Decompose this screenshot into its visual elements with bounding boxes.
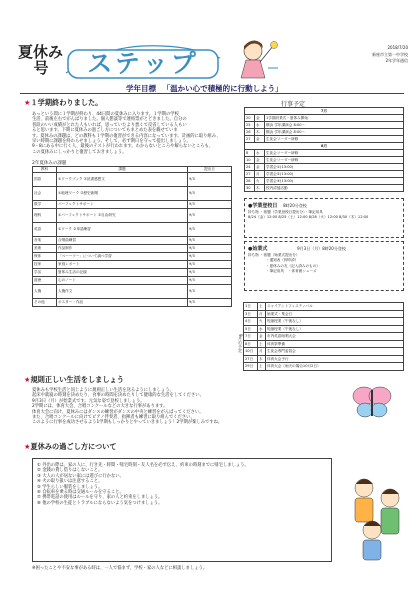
schedule-title: 行事予定 [281, 101, 306, 108]
header-rule [20, 93, 404, 94]
table-row: 5日 水 短縮授業（午後なし） [244, 325, 404, 333]
issue-title [18, 44, 64, 76]
section2-line: 9月3日（月）が始業式です。元気な姿で登校しましょう。 [32, 398, 145, 404]
issue-title-line1: 夏休み [18, 43, 64, 61]
girl-illustration [233, 38, 281, 82]
table-row: 国語 ①ワークブック ②読書感想文 9/3 [33, 173, 232, 187]
homework-header: 教科 [33, 167, 57, 173]
section1-body [32, 112, 234, 155]
ceremony-title: ●始業式 [248, 246, 268, 252]
section1-line: この夏休みにしっかりと復習しておきましょう。 [32, 149, 127, 155]
school-name: 新座市立第一中学校 [372, 51, 408, 57]
table-row: 8 水 生徒会リーダー研修 [245, 150, 404, 157]
table-row: 英語 ①ワーク ②単語練習 9/3 [33, 223, 232, 237]
month-8: 8月 [245, 143, 404, 150]
goal-text: 「温かい心で積極的に行動しよう」 [162, 84, 283, 93]
section3-title: ★夏休みの過ごし方について [24, 442, 117, 451]
grade-label: 2年学年通信 [385, 58, 408, 63]
schedule-table [244, 107, 404, 192]
issue-date: 2018/7/20 [387, 45, 408, 50]
school-day-time: 8時20分登校 [283, 203, 307, 208]
school-day-title: ●学業登校日 [248, 203, 278, 209]
month-7: 7月 [245, 108, 404, 115]
section2-line: 2学期には、体育大会、合唱コンクールなどの大きな行事があります。 [32, 404, 168, 410]
section2-line: 体育大会に向け、夏休みにはダンスの練習がダンスの中央と練習をがんばってください。 [32, 409, 204, 415]
header-meta [318, 45, 408, 65]
section2-title: ★規則正しい生活をしましょう [24, 375, 124, 384]
section1-line: す。夏休みの課題は、どの教科も１学期の復習ができる内容になっています。計画的に取り組み、 [32, 133, 221, 139]
section2-body [32, 388, 332, 426]
rule-item: ③ 大人の人が居ない家には遊びに行かない。 [37, 473, 124, 479]
section1-line: 生活、前後左右でがんばりました。個人懇談等で連絡票がとどきました。自分の [32, 117, 187, 123]
ceremony-line: 持ち物 ・宿題（始業式提出分） [248, 253, 300, 257]
ceremony-line: ・筆記用具 ・体育館シューズ [266, 269, 317, 274]
table-row: 7日 金 市内英語暗唱大会 [244, 333, 404, 341]
section1-line: 普段のいい成績がとれた人もいれば、思っていたより悪くて反省している人もい [32, 122, 187, 128]
table-row: 27 金 生徒会リーダー研修 [245, 136, 404, 143]
rule-item: ⑥ 自転車を乗る時は交通ルールを守ること。 [37, 490, 124, 496]
rule-item: ② 金銭の貸し借りはしないこと。 [37, 468, 103, 474]
table-row: 数学 パーフェクトサポート 9/3 [33, 201, 232, 209]
table-row: 24 金 学習会①(13:00) [245, 164, 404, 171]
homework-table [32, 166, 232, 307]
table-row: 音楽 合唱曲練習 9/3 [33, 237, 232, 245]
rule-item: ⑧ 他の学校の生徒とトラブルにならないよう気をつけましょう。 [37, 500, 163, 506]
school-day-line: 8/24（金）12:00 8/25（土）12:00 8/28（火）12:00 8/30（木）12:00 [248, 215, 369, 220]
ceremony-box [244, 241, 404, 291]
section1-line: 早い時期に課題を終わらせましょう。そして、必ず期日を守って提出しましょう。 [32, 139, 191, 145]
table-row: 28 火 学習会③(13:00) [245, 178, 404, 185]
section2-line: 夏休みも学校生活と同じように規則正しい生活を送るようにしましょう。 [32, 388, 174, 393]
table-row: 人権 人権作文 9/3 [33, 285, 232, 299]
september-side-label: 9月の予定 [238, 334, 243, 353]
september-table [243, 302, 404, 371]
rule-item: ① 外出の際は、家の人に、行き先・時間・帰宅時刻・友人名を必ず伝え、約束の時刻までに帰宅しましょう。 [37, 463, 249, 468]
table-row: 27 月 学習会②(13:00) [245, 171, 404, 178]
table-row: 20 金 1学期終業式・夏休み開始 [245, 115, 404, 122]
homework-header: 課題 [57, 167, 188, 173]
rules-box [32, 458, 332, 562]
rule-item: ④ 火の取り扱いは注意すること。 [37, 479, 103, 485]
section2-line: 起床や就寝の時刻を決めたり、食事の時間を決めたりして健康的な生活をしてください。 [32, 393, 204, 399]
section2-line: このように行事を成功させるよう1学期もしっかりとやっていきましょう！2学期が楽しみですね。 [32, 420, 223, 426]
section1-line: ると思います。下期に夏休みの過ごし方についてもまとめた表を載せていま [32, 128, 178, 134]
table-row: 美術 作品制作 9/3 [33, 245, 232, 253]
issue-title-line2: 号 [33, 59, 49, 77]
section2-line: また、合唱コンクールに向けてピアノ伴奏者、指揮者も練習に取り組んでください。 [32, 415, 195, 421]
table-row: 3日 月 始業式・集会日 [244, 310, 404, 318]
school-day-line: 持ち物 ・宿題（学業登校日提出分）・筆記用具 [248, 210, 323, 214]
ceremony-line: ・通知表（押印済） [266, 258, 299, 263]
section1-line: 9・8にある中に行く人、最後のテストが行われます。わからないところや解らないところも、 [32, 144, 214, 150]
table-row: 25 水 横浜 学年講演会 8:00〜 [245, 122, 404, 129]
logo-text: ステップ [87, 49, 199, 78]
goal-label: 学年目標 [126, 84, 156, 93]
table-row: 1日 土 ジャイアントフェスティバル [244, 303, 404, 311]
rule-item: ⑤ 学生らしい服装をしましょう。 [37, 484, 103, 490]
table-row: 29日 土 体育大会（雨天の場合10月2日） [244, 363, 404, 371]
table-row: 技家 家庭レポート 9/3 [33, 261, 232, 269]
rules-note: ※困ったことや不安な事がある時は、一人で悩まず、学校・家の人などに相談しましょう。 [32, 566, 208, 571]
homework-caption: 2年夏休みの課題 [32, 161, 67, 166]
rule-item: ⑦ 携帯電話の使用はルールを守り、家の人と約束をしましょう。 [37, 495, 163, 501]
logo [62, 40, 224, 82]
table-row: 保体 「ベーーツー」について調べ学習 9/3 [33, 253, 232, 261]
section1-line: あっという間に１学期が終わり、44日間の夏休みに入ります。１学期の学校 [32, 112, 179, 117]
kids-illustration [344, 458, 410, 562]
table-row: 10日 月 生徒会専門委員会 [244, 348, 404, 356]
butterfly-illustration [350, 380, 394, 424]
table-row: 10 金 生徒会リーダー研修 [245, 157, 404, 164]
table-row: 26 木 横浜 学年講演会 8:00〜 [245, 129, 404, 136]
school-day-box [244, 198, 404, 238]
section1-title: ★１学期終わりました。 [24, 98, 103, 107]
table-row: 8日 土 体育祭準備 [244, 340, 404, 348]
table-row: その他 ポスター・作品 9/3 [33, 299, 232, 307]
table-row: 27日 木 体育大会予行 [244, 355, 404, 363]
ceremony-time: 9月3日（月）8時20分登校 [297, 246, 346, 251]
table-row: 理科 ①パーフェクトサポート ②自由研究 9/3 [33, 209, 232, 223]
ceremony-line: ・夏休みの友（記入済みのもの） [266, 263, 320, 268]
table-row: 4日 火 短縮授業（午後なし） [244, 318, 404, 326]
table-row: 道徳 心のノート 9/3 [33, 277, 232, 285]
table-row: 学活 夏休み生活の記録 9/3 [33, 269, 232, 277]
homework-header: 提出日 [188, 167, 232, 173]
table-row: 30 木 校内清掃活動 [245, 185, 404, 192]
table-row: 社会 ①地理ワーク ②歴史新聞 9/3 [33, 187, 232, 201]
